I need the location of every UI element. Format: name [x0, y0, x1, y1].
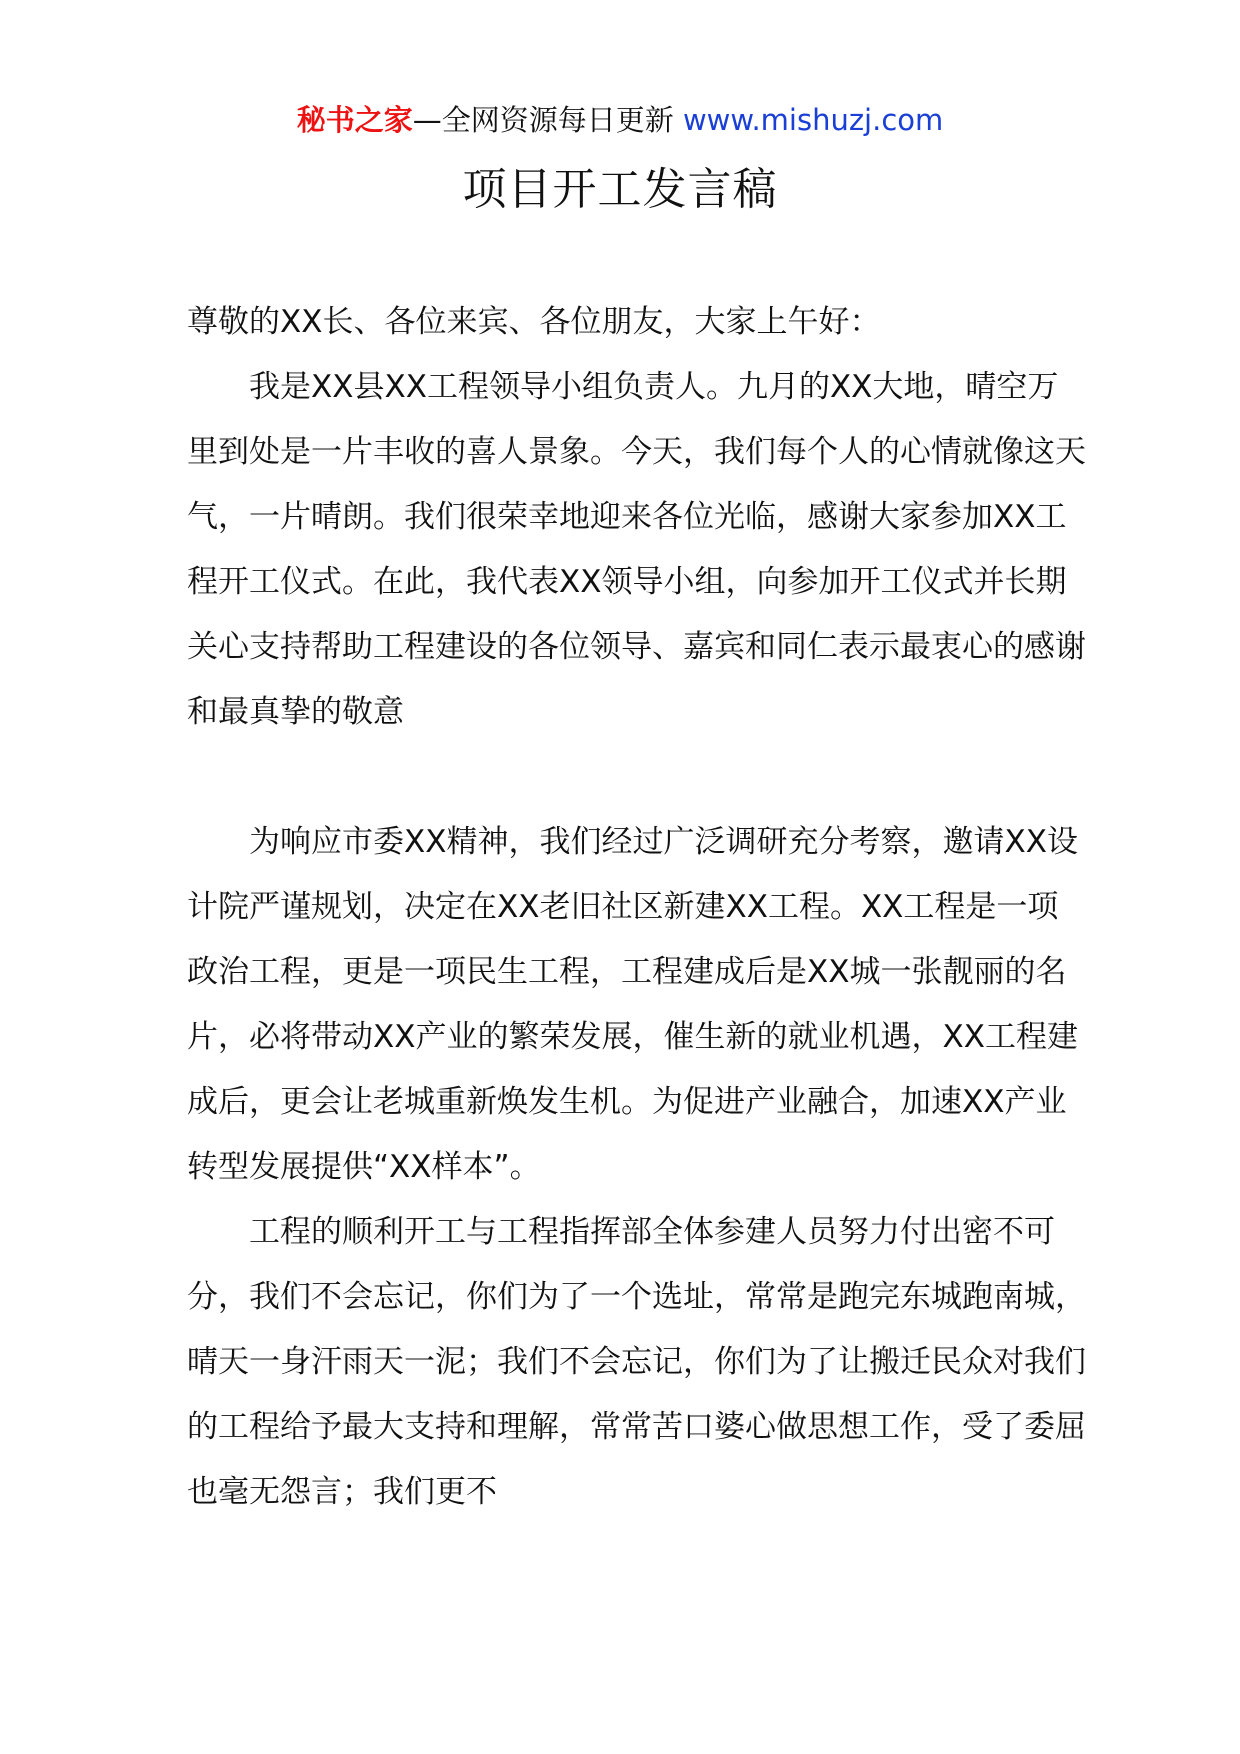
paragraph-2: 为响应市委XX精神，我们经过广泛调研充分考察，邀请XX设计院严谨规划，决定在XX老旧社区新建XX工程。XX工程是一项政治工程，更是一项民生工程，工程建成后是XX城一张靓丽的名片，必将带动XX产业的繁荣发展，催生新的就业机遇，XX工程建成后，更会让老城重新焕发生机。为促进产业融合，加速XX产业转型发展提供“XX样本”。 [187, 824, 1078, 1185]
paragraph-1: 我是XX县XX工程领导小组负责人。九月的XX大地，晴空万里到处是一片丰收的喜人景象。今天，我们每个人的心情就像这天气，一片晴朗。我们很荣幸地迎来各位光临，感谢大家参加XX工程开工仪式。在此，我代表XX领导小组，向参加开工仪式并长期关心支持帮助工程建设的各位领导、嘉宾和同仁表示最衷心的感谢和最真挚的敬意 [187, 369, 1086, 730]
site-brand: 秘书之家 [296, 103, 413, 137]
site-header [0, 100, 1240, 140]
document-body [187, 290, 1087, 1525]
site-slogan: —全网资源每日更新 [412, 103, 674, 137]
paragraph-3: 工程的顺利开工与工程指挥部全体参建人员努力付出密不可分，我们不会忘记，你们为了一个选址，常常是跑完东城跑南城，晴天一身汗雨天一泥；我们不会忘记，你们为了让搬迁民众对我们的工程给予最大支持和理解，常常苦口婆心做思想工作，受了委屈也毫无怨言；我们更不 [187, 1214, 1086, 1510]
salutation: 尊敬的XX长、各位来宾、各位朋友，大家上午好： [187, 304, 881, 340]
site-url-link[interactable]: www.mishuzj.com [682, 103, 944, 137]
document-title: 项目开工发言稿 [462, 164, 778, 215]
